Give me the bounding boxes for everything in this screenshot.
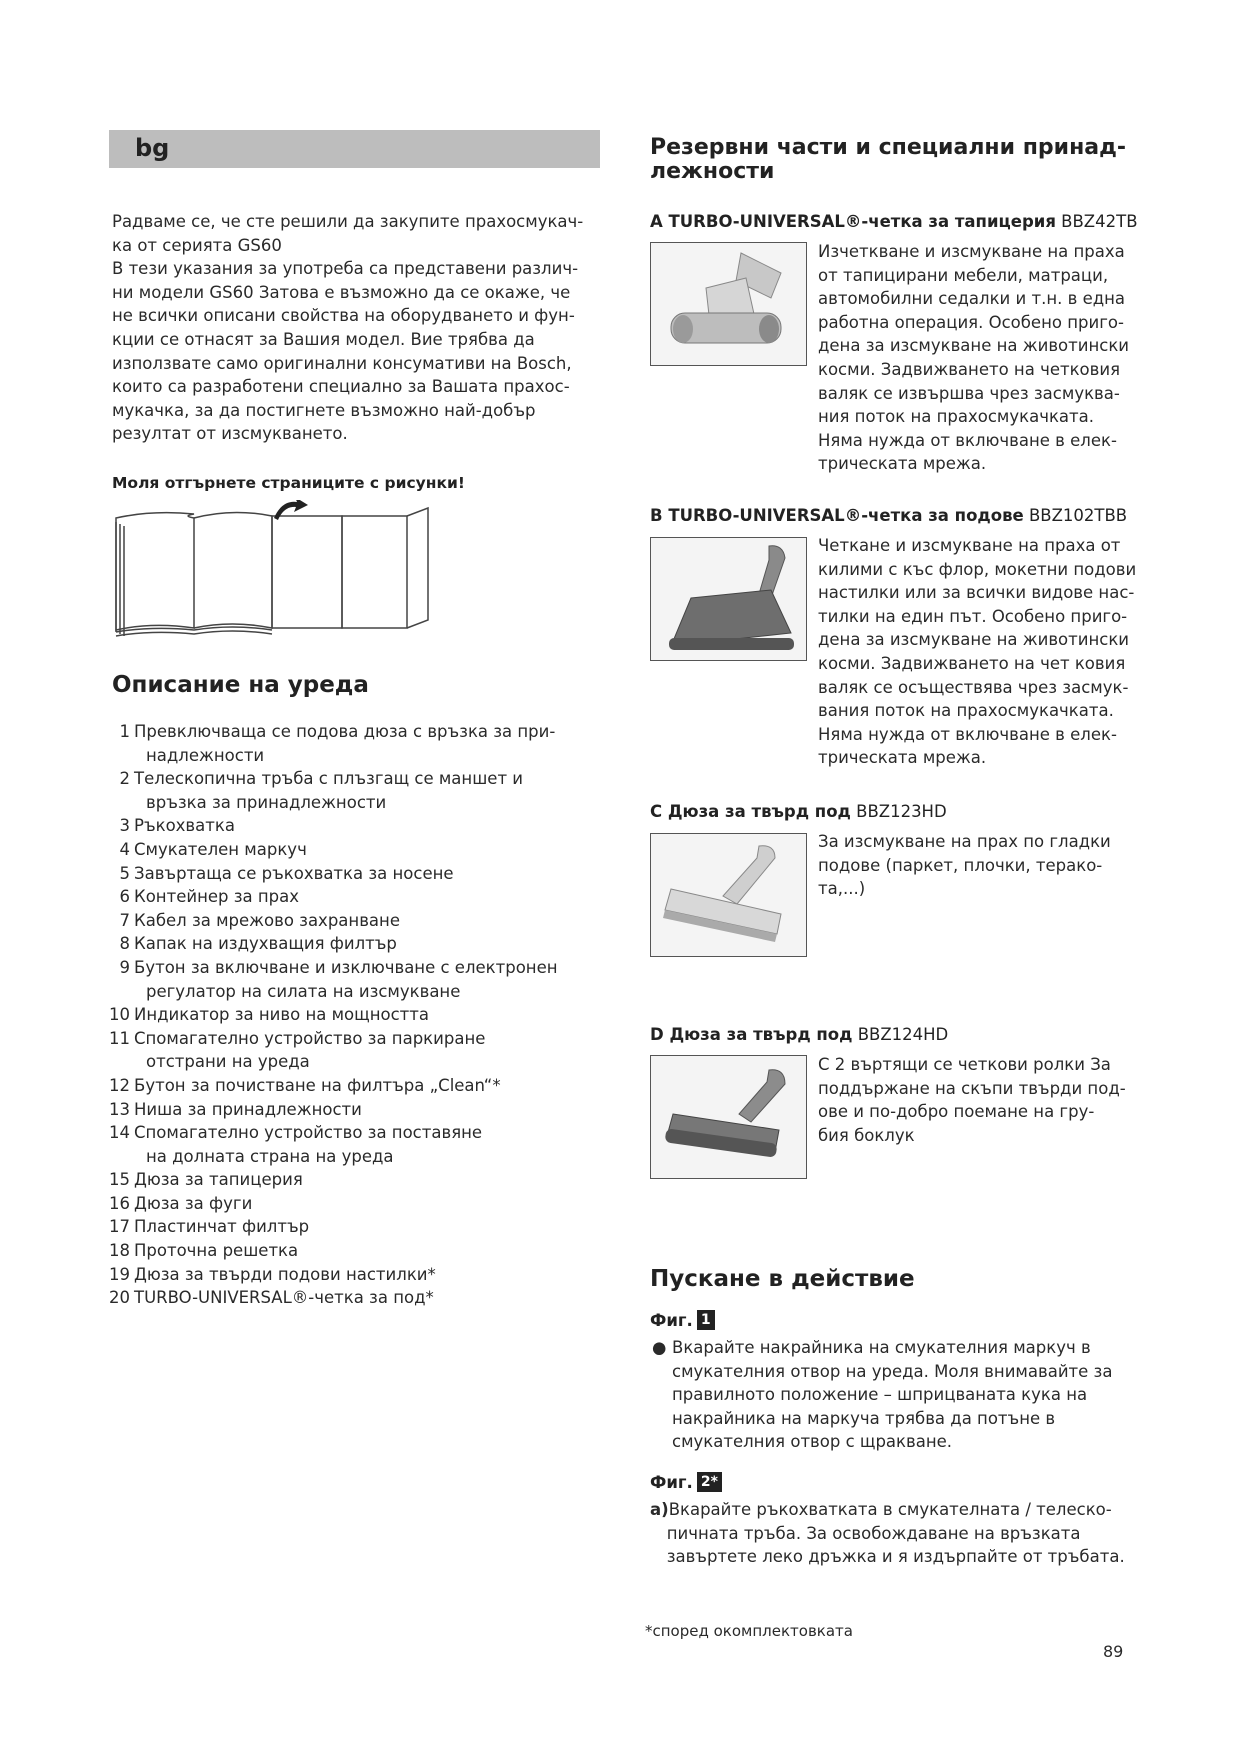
item-number: 11 <box>109 1028 130 1048</box>
list-item <box>103 767 564 814</box>
item-text: Телескопична тръба с плъзгащ се маншет и <box>134 769 524 789</box>
item-number: 16 <box>109 1193 130 1213</box>
item-text: Смукателен маркуч <box>134 839 307 859</box>
item-text: Ръкохватка <box>134 816 235 836</box>
desc-line: Няма нужда от включване в елек- <box>818 430 1117 450</box>
item-text: Дюза за тапицерия <box>134 1170 303 1190</box>
item-text: Завъртаща се ръкохватка за носене <box>134 863 454 883</box>
item-number: 2 <box>119 769 130 789</box>
desc-line: валяк се осъществява чрез засмук- <box>818 677 1129 697</box>
fig-label-text: Фиг. <box>650 1311 693 1330</box>
fig-2-label <box>650 1472 722 1492</box>
item-text: Проточна решетка <box>134 1241 299 1261</box>
list-item <box>103 1286 564 1310</box>
item-number: 18 <box>109 1241 130 1261</box>
intro-line: мукачка, за да постигнете възможно най-добър <box>112 400 536 420</box>
item-text: Дюза за твърди подови настилки* <box>134 1264 436 1284</box>
accessory-a-title <box>650 212 1138 231</box>
intro-line: които са разработени специално за Вашата прахос- <box>112 377 570 397</box>
list-item <box>103 1239 564 1263</box>
fig-1-label <box>650 1310 715 1330</box>
item-text: Превключваща се подова дюза с връзка за при- <box>134 722 556 741</box>
accessory-c-description <box>818 830 1168 901</box>
accessories-heading-line1: Резервни части и специални принад- <box>650 135 1127 160</box>
startup-heading: Пускане в действие <box>650 1266 915 1292</box>
item-number: 8 <box>119 934 130 954</box>
upholstery-brush-icon <box>651 243 806 365</box>
instr-line: пичната тръба. За освобождаване на връзката <box>666 1523 1081 1543</box>
list-item <box>103 720 564 767</box>
list-item <box>103 1168 564 1192</box>
desc-line: косми. Задвижването на четковия <box>818 359 1121 379</box>
desc-line: работна операция. Особено приго- <box>818 312 1124 332</box>
list-item <box>103 956 564 1003</box>
instr-line: правилното положение – шприцваната кука на <box>672 1385 1088 1405</box>
desc-line: килими с къс флор, мокетни подови <box>818 559 1137 579</box>
accessory-c-code: BBZ123HD <box>856 802 947 821</box>
item-number: 3 <box>119 816 130 836</box>
hard-floor-nozzle-d-image <box>650 1055 807 1179</box>
desc-line: Няма нужда от включване в елек- <box>818 724 1117 744</box>
language-tag: bg <box>135 134 170 162</box>
intro-line: ка от серията GS60 <box>112 235 282 255</box>
item-number: 12 <box>109 1075 130 1095</box>
desc-line: косми. Задвижването на чет ковия <box>818 653 1126 673</box>
fig-number-badge: 2* <box>697 1472 722 1492</box>
list-item <box>103 862 564 886</box>
fig-label-text: Фиг. <box>650 1473 693 1492</box>
item-text-cont: връзка за принадлежности <box>146 792 387 812</box>
desc-line: автомобилни седалки и т.н. в една <box>818 289 1126 309</box>
desc-line: от тапицирани мебели, матраци, <box>818 265 1109 285</box>
list-item <box>103 932 564 956</box>
instr-line: Вкарайте ръкохватката в смукателната / телеско- <box>668 1500 1112 1519</box>
item-number: 14 <box>109 1123 130 1143</box>
floor-brush-image <box>650 537 807 661</box>
item-text: Бутон за включване и изключване с електронен <box>134 957 558 977</box>
description-heading: Описание на уреда <box>112 672 369 698</box>
item-number: 19 <box>109 1264 130 1284</box>
desc-line: та,...) <box>818 879 866 899</box>
desc-line: ния поток на прахосмукачката. <box>818 407 1095 427</box>
intro-line: ни модели GS60 Затова е възможно да се окаже, че <box>112 282 571 302</box>
accessory-a-description <box>818 240 1168 476</box>
intro-line: кции се отнасят за Вашия модел. Вие трябва да <box>112 329 535 349</box>
accessory-d-code: BBZ124HD <box>857 1025 949 1044</box>
bullet-icon: ● <box>652 1338 667 1357</box>
accessory-d-title <box>650 1025 948 1044</box>
item-number: 13 <box>109 1099 130 1119</box>
accessories-heading-line2: лежности <box>650 159 775 184</box>
item-text: TURBO-UNIVERSAL®-четка за под* <box>134 1288 434 1308</box>
item-text-cont: надлежности <box>146 745 265 765</box>
desc-line: тилки на един път. Особено приго- <box>818 606 1128 626</box>
accessory-b-description <box>818 534 1168 770</box>
accessory-c-name: C Дюза за твърд под <box>650 802 851 821</box>
accessory-a-code: BBZ42TB <box>1061 212 1138 231</box>
desc-line: дена за изсмукване на животински <box>818 336 1130 356</box>
list-item <box>103 1027 564 1074</box>
list-item <box>103 1098 564 1122</box>
item-text: Ниша за принадлежности <box>134 1099 362 1119</box>
hard-floor-nozzle-c-image <box>650 833 807 957</box>
item-text: Индикатор за ниво на мощността <box>134 1005 429 1025</box>
item-number: 17 <box>109 1217 130 1237</box>
item-number: 4 <box>119 839 130 859</box>
intro-line: Радваме се, че сте решили да закупите прахосмукач- <box>112 212 584 231</box>
item-text: Кабел за мрежово захранване <box>134 910 400 930</box>
desc-line: С 2 въртящи се четкови ролки За <box>818 1055 1111 1074</box>
accessory-b-name: B TURBO-UNIVERSAL®-четка за подове <box>650 506 1024 525</box>
list-item <box>103 1263 564 1287</box>
list-item <box>103 1192 564 1216</box>
item-text: Спомагателно устройство за поставяне <box>134 1123 483 1143</box>
upholstery-brush-image <box>650 242 807 366</box>
instr-line: Вкарайте накрайника на смукателния маркуч в <box>672 1338 1091 1357</box>
page-number: 89 <box>1103 1642 1124 1661</box>
item-text-cont: отстрани на уреда <box>146 1052 310 1072</box>
fold-out-illustration <box>112 500 432 640</box>
accessory-b-title <box>650 506 1127 525</box>
desc-line: Изчеткване и изсмукване на праха <box>818 242 1125 261</box>
desc-line: настилки или за всички видове нас- <box>818 583 1135 603</box>
desc-line: дена за изсмукване на животински <box>818 630 1130 650</box>
list-item <box>103 814 564 838</box>
desc-line: подове (паркет, плочки, терако- <box>818 855 1103 875</box>
desc-line: ове и по-добро поемане на гру- <box>818 1102 1095 1122</box>
fold-pages-note: Моля отгърнете страниците с рисунки! <box>112 474 465 492</box>
desc-line: трическата мрежа. <box>818 454 987 474</box>
step-prefix: a) <box>650 1500 669 1519</box>
intro-line: използвате само оригинални консумативи на Bosch, <box>112 353 572 373</box>
item-number: 9 <box>119 957 130 977</box>
item-number: 15 <box>109 1170 130 1190</box>
instr-line: смукателния отвор на уреда. Моля внимавайте за <box>672 1361 1113 1381</box>
instr-line: завъртете леко дръжка и я издърпайте от тръбата. <box>666 1547 1125 1567</box>
item-text: Пластинчат филтър <box>134 1217 310 1237</box>
turbo-floor-brush-icon <box>651 538 806 660</box>
turn-page-arrow-icon <box>274 500 308 520</box>
item-text: Контейнер за прах <box>134 887 300 907</box>
hard-floor-nozzle-icon <box>651 834 806 956</box>
accessory-d-description <box>818 1053 1168 1147</box>
fig-1-instruction <box>652 1336 1172 1454</box>
list-item <box>103 1003 564 1027</box>
language-bar <box>109 130 600 168</box>
desc-line: За изсмукване на прах по гладки <box>818 832 1111 851</box>
desc-line: трическата мрежа. <box>818 748 987 768</box>
item-text-cont: регулатор на силата на изсмукване <box>146 981 461 1001</box>
list-item <box>103 1215 564 1239</box>
item-text: Дюза за фуги <box>134 1193 253 1213</box>
accessories-heading <box>650 136 1170 184</box>
fig-2-instruction <box>650 1498 1180 1569</box>
item-text-cont: на долната страна на уреда <box>146 1146 394 1166</box>
list-item <box>103 838 564 862</box>
item-text: Бутон за почистване на филтъра „Clean“* <box>134 1075 501 1095</box>
item-number: 7 <box>119 910 130 930</box>
footnote: *според окомплектовката <box>645 1622 853 1640</box>
accessory-c-title <box>650 802 947 821</box>
parts-list <box>103 720 564 1310</box>
desc-line: Четкане и изсмукване на праха от <box>818 536 1121 555</box>
desc-line: бия боклук <box>818 1125 915 1145</box>
instr-line: смукателния отвор с щракване. <box>672 1432 953 1452</box>
accessory-b-code: BBZ102TBB <box>1028 506 1128 525</box>
desc-line: вания поток на прахосмукачката. <box>818 701 1114 721</box>
item-number: 6 <box>119 887 130 907</box>
roller-floor-nozzle-icon <box>651 1056 806 1178</box>
item-number: 5 <box>119 863 130 883</box>
desc-line: валяк се извършва чрез засмуква- <box>818 383 1120 403</box>
item-text: Капак на издухващия филтър <box>134 934 397 954</box>
list-item <box>103 1074 564 1098</box>
list-item <box>103 909 564 933</box>
accessory-d-name: D Дюза за твърд под <box>650 1025 853 1044</box>
intro-paragraph <box>112 210 602 446</box>
intro-line: резултат от изсмукването. <box>112 424 348 444</box>
intro-line: не всички описани свойства на оборудването и фун- <box>112 306 575 326</box>
accessory-a-name: A TURBO-UNIVERSAL®-четка за тапицерия <box>650 212 1056 231</box>
intro-line: В тези указания за употреба са представени различ- <box>112 259 579 279</box>
item-number: 20 <box>109 1288 130 1308</box>
instr-line: накрайника на маркуча трябва да потъне в <box>672 1408 1056 1428</box>
item-number: 1 <box>119 722 130 741</box>
item-number: 10 <box>109 1005 130 1025</box>
list-item <box>103 885 564 909</box>
fig-number-badge: 1 <box>697 1310 715 1330</box>
open-booklet-icon <box>112 500 432 640</box>
item-text: Спомагателно устройство за паркиране <box>134 1028 486 1048</box>
list-item <box>103 1121 564 1168</box>
desc-line: поддържане на скъпи твърди под- <box>818 1078 1126 1098</box>
